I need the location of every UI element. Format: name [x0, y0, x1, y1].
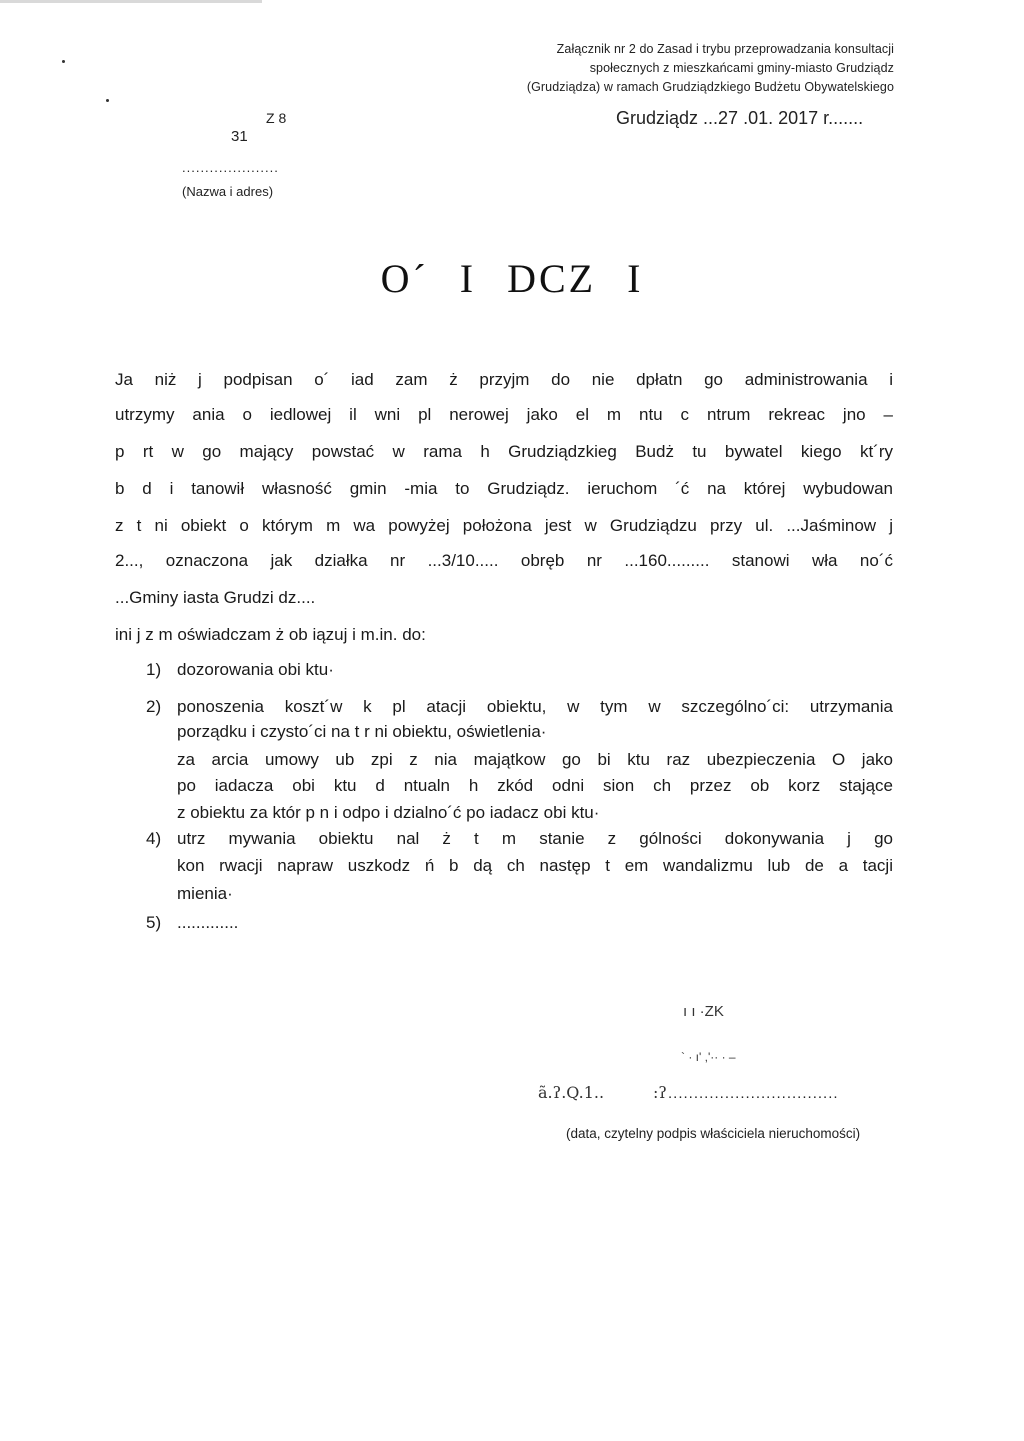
- stamp-fragment-1: Z 8: [266, 110, 287, 126]
- list-number: 2): [146, 697, 162, 716]
- list-item-line: .............: [177, 913, 239, 932]
- list-number: 4): [146, 829, 162, 848]
- body-line: Ja niż j podpisan o´ iad zam ż przyjm do nie dpłatn go administrowania i: [115, 370, 893, 389]
- list-item-line: utrz mywania obiektu nal ż t m stanie z gólności dokonywania j go: [177, 829, 893, 848]
- list-number: 1): [146, 660, 162, 679]
- name-dots: .....................: [182, 160, 279, 175]
- attachment-line: (Grudziądza) w ramach Grudziądzkiego Budżetu Obywatelskiego: [526, 80, 894, 94]
- list-item-line: porządku i czysto´ci na t r ni obiektu, oświetlenia·: [177, 722, 547, 741]
- document-title: O´ I DCZ I: [380, 256, 644, 301]
- signature-caption: (data, czytelny podpis właściciela nieruchomości): [566, 1126, 861, 1141]
- body-line: b d i tanowił własność gmin -mia to Grudziądz. ieruchom ´ć na której wybudowan: [115, 479, 893, 498]
- stamp-fragment-2: 31: [231, 128, 248, 145]
- handwritten-date: ã.ʔ.Q.1..: [538, 1083, 605, 1102]
- list-item-line: kon rwacji napraw uszkodz ń b dą ch następ t em wandalizmu lub de a tacji: [177, 856, 893, 875]
- list-item-line: ponoszenia koszt´w k pl atacji obiektu, w tym w szczególno´ci: utrzymania: [177, 697, 893, 716]
- list-item-line: dozorowania obi ktu·: [177, 660, 334, 679]
- scan-speck: [62, 60, 65, 63]
- scan-speck: [106, 99, 109, 102]
- stamp-fragment: ı ı ·ZK: [683, 1003, 724, 1020]
- stamp-marks: ` · ı' ,'·· · ‒: [681, 1050, 736, 1064]
- list-item-line: z obiektu za któr p n i odpo i dzialno´ć po iadacz obi ktu·: [177, 803, 600, 822]
- list-item-line: za arcia umowy ub zpi z nia majątkow go bi ktu raz ubezpieczenia O jako: [177, 750, 893, 769]
- name-address-label: (Nazwa i adres): [182, 184, 274, 199]
- body-line: ...Gminy iasta Grudzi dz....: [115, 588, 316, 607]
- body-line: z t ni obiekt o którym m wa powyżej położona jest w Grudziądzu przy ul. ...Jaśminow j: [115, 516, 893, 535]
- signature-dots: .................................: [668, 1085, 839, 1102]
- body-line: p rt w go mający powstać w rama h Grudziądzkieg Budż tu bywatel kiego kt´ry: [115, 442, 893, 461]
- place-and-date: Grudziądz ...27 .01. 2017 r.......: [616, 108, 864, 128]
- body-line: 2..., oznaczona jak działka nr ...3/10..... obręb nr ...160......... stanowi wła no´ć: [115, 551, 893, 570]
- body-line: ini j z m oświadczam ż ob iązuj i m.in. do:: [115, 625, 426, 644]
- attachment-line: Załącznik nr 2 do Zasad i trybu przeprowadzania konsultacji: [556, 42, 894, 56]
- body-line: utrzymy ania o iedlowej il wni pl nerowej jako el m ntu c ntrum rekreac jno –: [115, 405, 893, 424]
- list-number: 5): [146, 913, 162, 932]
- list-item-line: mienia·: [177, 884, 233, 903]
- handwritten-signature: :ʔ: [653, 1083, 667, 1102]
- attachment-note: [527, 40, 894, 97]
- list-item-line: po iadacza obi ktu d ntualn h zkód odni sion ch przez ob korz stające: [177, 776, 893, 795]
- attachment-line: społecznych z mieszkańcami gminy-miasto Grudziądz: [589, 61, 894, 75]
- scan-top-edge: [0, 0, 262, 3]
